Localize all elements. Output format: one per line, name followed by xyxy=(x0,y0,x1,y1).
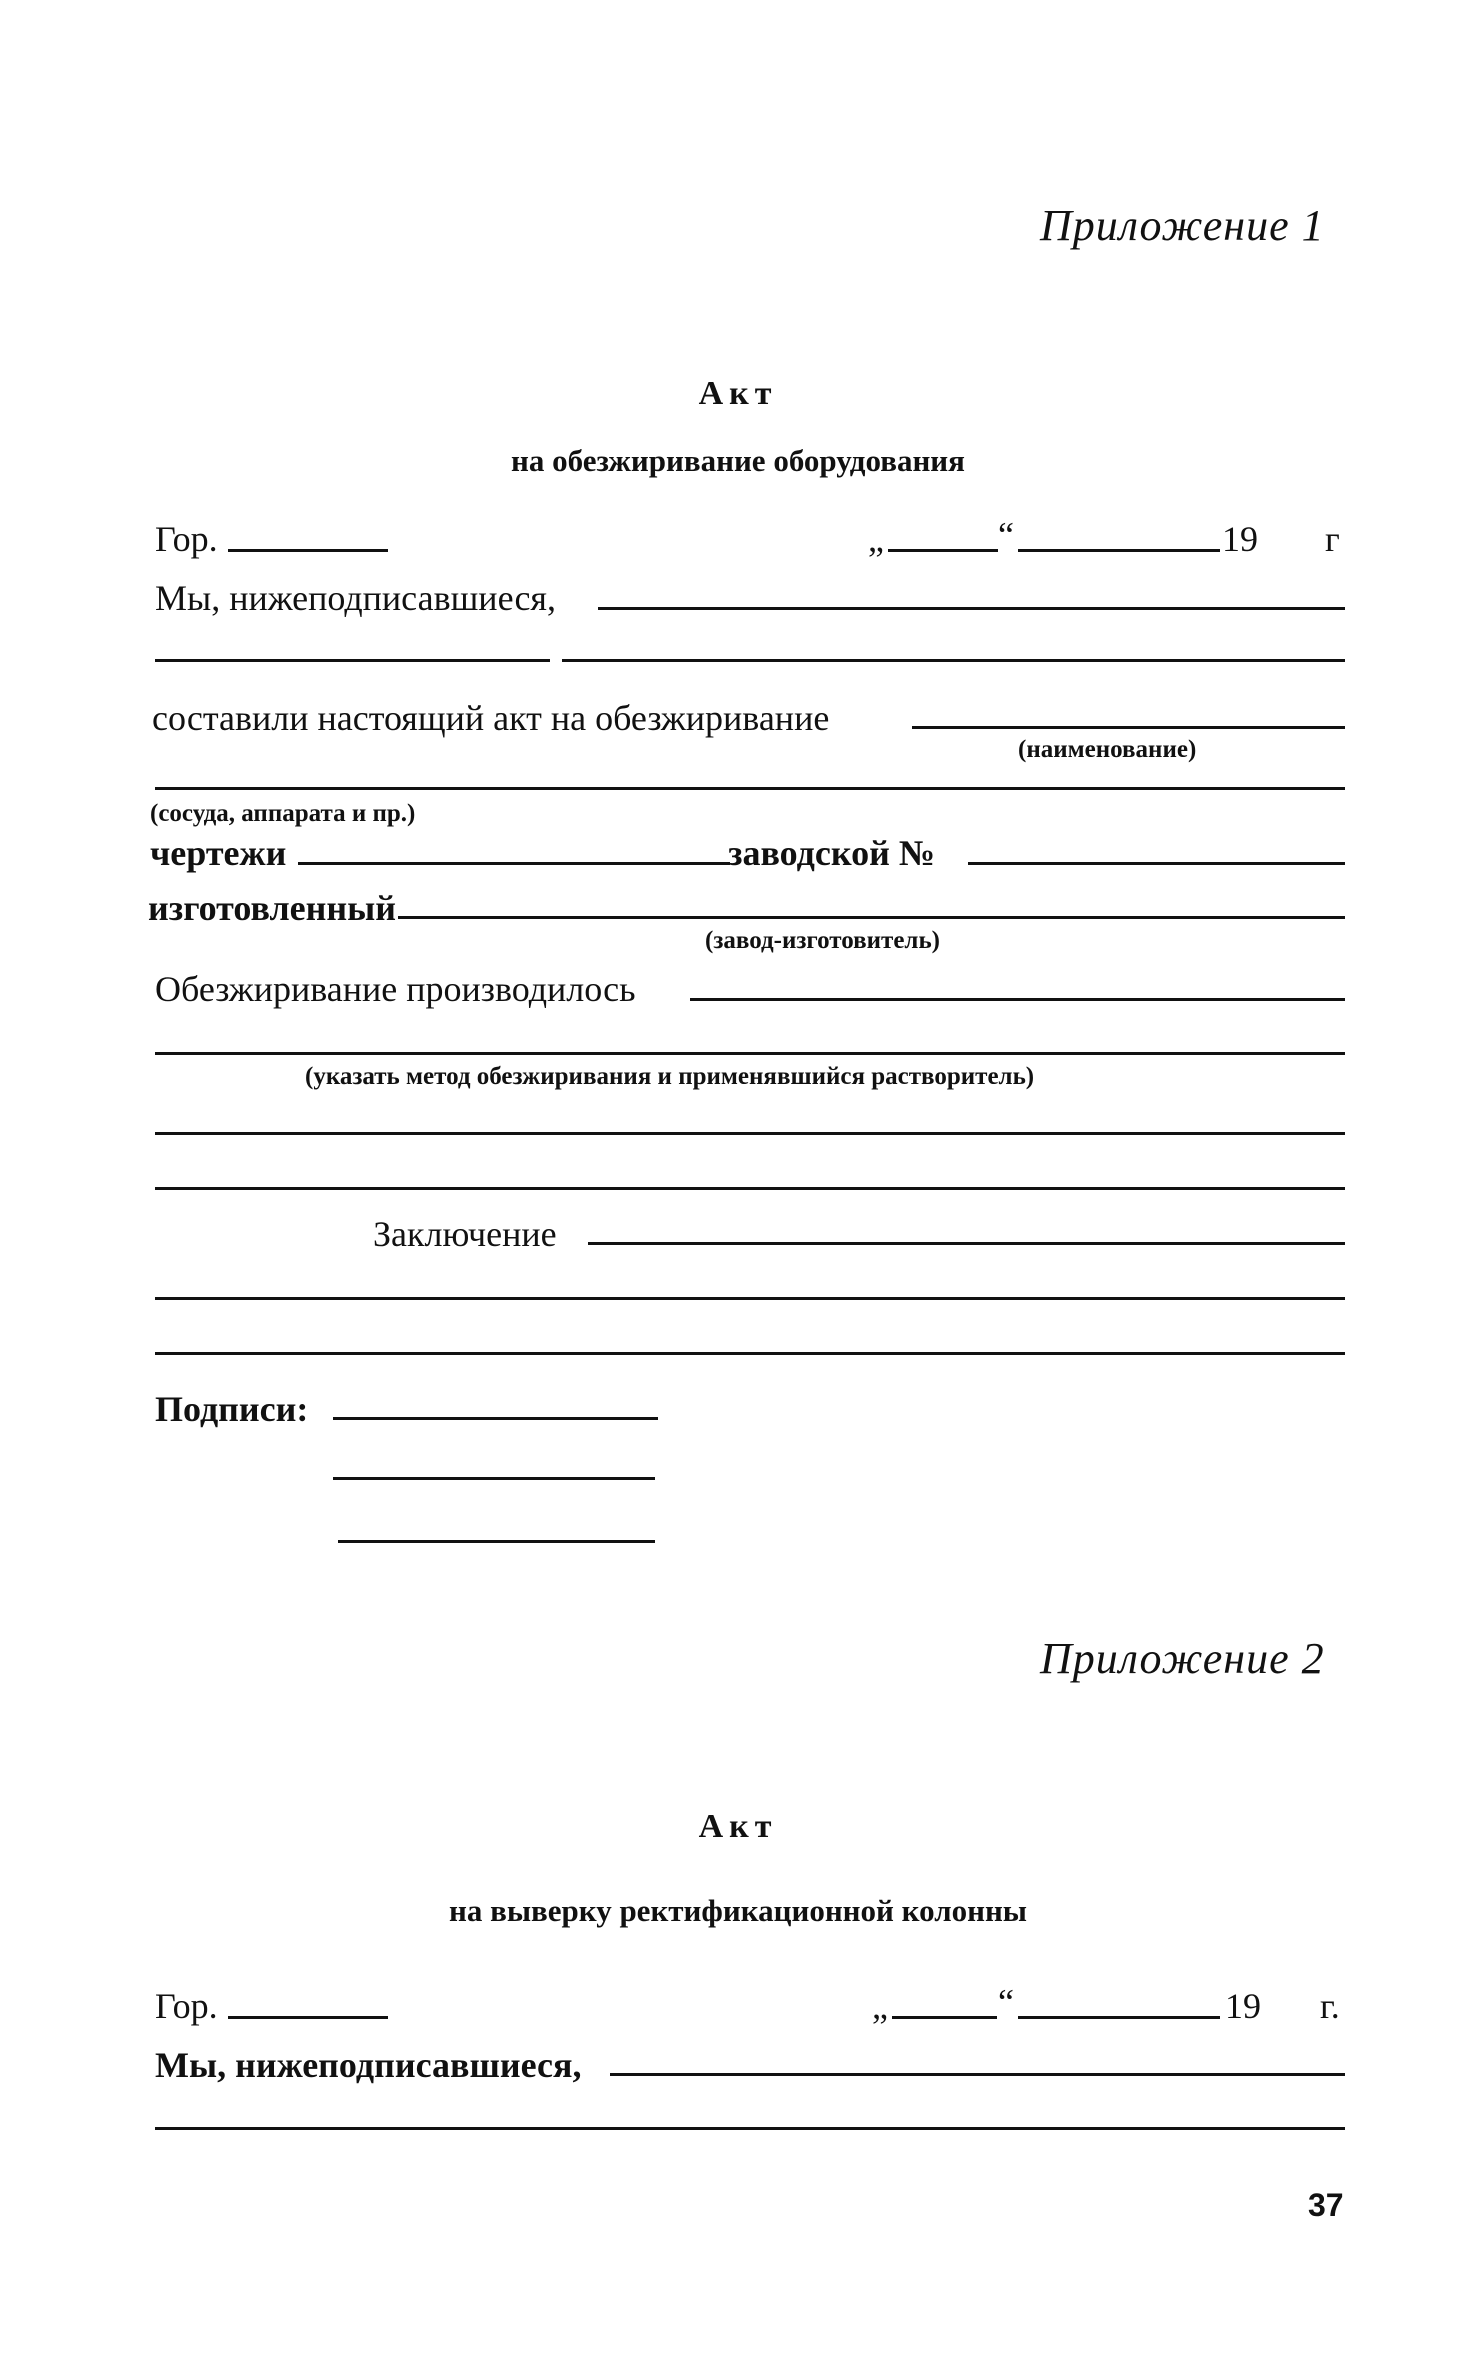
signatures-label: Подписи: xyxy=(155,1389,309,1429)
page-number: 37 xyxy=(1308,2187,1344,2223)
undersigned-field-2b[interactable] xyxy=(562,659,1345,662)
day-field[interactable] xyxy=(888,549,998,552)
degreasing-label: Обезжиривание производилось xyxy=(155,969,636,1009)
act-2-title: Акт xyxy=(698,1808,778,1845)
factory-number-field[interactable] xyxy=(968,862,1345,865)
conclusion-field[interactable] xyxy=(588,1242,1345,1245)
day-field-2[interactable] xyxy=(892,2016,997,2019)
drawings-label: чертежи xyxy=(150,833,287,873)
equipment-name-field[interactable] xyxy=(912,726,1345,729)
signature-field-3[interactable] xyxy=(338,1540,655,1543)
method-hint: (указать метод обезжиривания и применявшийся растворитель) xyxy=(305,1063,1035,1090)
year-suffix-2: г. xyxy=(1320,1986,1340,2026)
city-label-2: Гор. xyxy=(155,1986,218,2026)
date-quote-close-2: “ xyxy=(998,1982,1014,2022)
factory-number-label: заводской № xyxy=(728,833,935,873)
conclusion-field-2[interactable] xyxy=(155,1297,1345,1300)
city-field-2[interactable] xyxy=(228,2016,388,2019)
city-label: Гор. xyxy=(155,519,218,559)
appendix-2-label: Приложение 2 xyxy=(1040,1634,1325,1683)
date-quote-open: „ xyxy=(868,519,884,559)
undersigned-label: Мы, нижеподписавшиеся, xyxy=(155,578,556,618)
name-hint: (наименование) xyxy=(1018,736,1197,763)
undersigned-label-2: Мы, нижеподписавшиеся, xyxy=(155,2045,582,2085)
manufactured-label: изготовленный xyxy=(148,888,396,928)
manufacturer-hint: (завод-изготовитель) xyxy=(705,927,940,954)
year-suffix: г xyxy=(1325,519,1340,559)
degreasing-field-2[interactable] xyxy=(155,1052,1345,1055)
vessel-hint: (сосуда, аппарата и пр.) xyxy=(150,800,416,827)
conclusion-field-3[interactable] xyxy=(155,1352,1345,1355)
method-field-2[interactable] xyxy=(155,1187,1345,1190)
date-quote-close: “ xyxy=(998,515,1014,555)
conclusion-label: Заключение xyxy=(373,1214,557,1254)
city-field[interactable] xyxy=(228,549,388,552)
undersigned-field-2-2[interactable] xyxy=(155,2127,1345,2130)
year-prefix-2: 19 xyxy=(1225,1986,1261,2026)
appendix-1-label: Приложение 1 xyxy=(1040,201,1325,250)
undersigned-field[interactable] xyxy=(598,607,1345,610)
month-field[interactable] xyxy=(1018,549,1220,552)
drawings-field[interactable] xyxy=(298,862,730,865)
year-prefix: 19 xyxy=(1222,519,1258,559)
act-1-title: Акт xyxy=(698,375,778,412)
method-field-1[interactable] xyxy=(155,1132,1345,1135)
undersigned-field-2a[interactable] xyxy=(155,659,550,662)
date-quote-open-2: „ xyxy=(872,1986,888,2026)
drawn-up-label: составили настоящий акт на обезжиривание xyxy=(152,698,830,738)
degreasing-field[interactable] xyxy=(690,998,1345,1001)
equipment-name-field-2[interactable] xyxy=(155,787,1345,790)
signature-field-2[interactable] xyxy=(333,1477,655,1480)
month-field-2[interactable] xyxy=(1018,2016,1220,2019)
manufacturer-field[interactable] xyxy=(398,916,1345,919)
act-2-subtitle: на выверку ректификационной колонны xyxy=(448,1893,1028,1928)
act-1-subtitle: на обезжиривание оборудования xyxy=(511,443,965,478)
undersigned-field-2-1[interactable] xyxy=(610,2073,1345,2076)
signature-field-1[interactable] xyxy=(333,1417,658,1420)
